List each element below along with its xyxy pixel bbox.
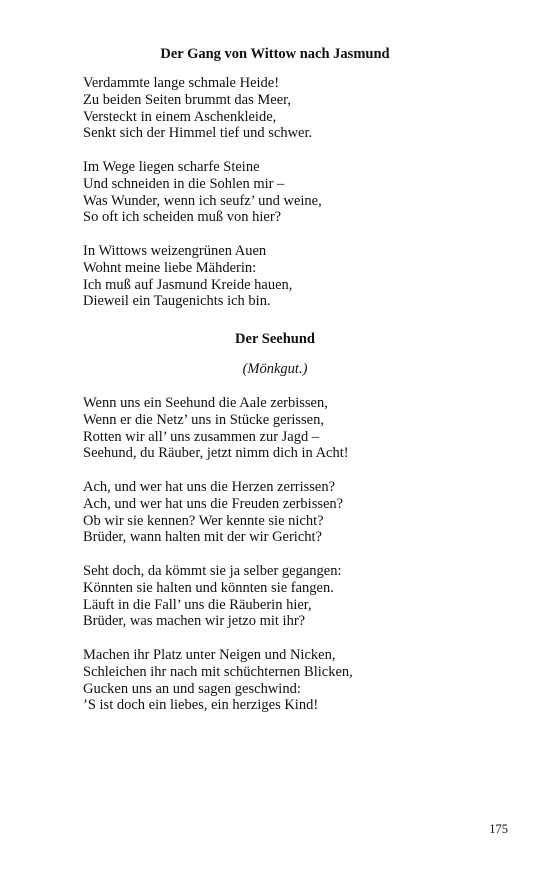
verse-line: Im Wege liegen scharfe Steine (83, 159, 260, 175)
stanza (83, 395, 523, 462)
verse-line: Machen ihr Platz unter Neigen und Nicken, (83, 647, 336, 663)
verse-line: Wenn uns ein Seehund die Aale zerbissen, (83, 395, 328, 411)
page-number: 175 (489, 822, 508, 836)
verse-line: Und schneiden in die Sohlen mir – (83, 175, 285, 192)
verse-line: Rotten wir all’ uns zusammen zur Jagd – (83, 428, 320, 445)
poem-subtitle: (Mönkgut.) (242, 361, 308, 377)
verse-line: Schleichen ihr nach mit schüchternen Blicken, (83, 663, 353, 680)
verse-line: Brüder, wann halten mit der wir Gericht? (83, 529, 322, 546)
verse-line: Zu beiden Seiten brummt das Meer, (83, 91, 292, 108)
verse-line: Könnten sie halten und könnten sie fangen. (83, 579, 334, 596)
verse-line: Seht doch, da kömmt sie ja selber gegangen: (83, 563, 342, 579)
stanza (83, 159, 523, 226)
poem-title: Der Gang von Wittow nach Jasmund (160, 46, 390, 62)
verse-line: Verdammte lange schmale Heide! (83, 75, 280, 91)
verse-line: Was Wunder, wenn ich seufz’ und weine, (83, 192, 322, 209)
verse-line: Brüder, was machen wir jetzo mit ihr? (83, 613, 306, 630)
verse-line: Gucken uns an und sagen geschwind: (83, 680, 301, 697)
stanza (83, 243, 523, 310)
verse-line: Wohnt meine liebe Mähderin: (83, 259, 257, 276)
verse-line: So oft ich scheiden muß von hier? (83, 209, 282, 226)
verse-line: ’S ist doch ein liebes, ein herziges Kind! (83, 697, 319, 714)
verse-line: Ob wir sie kennen? Wer kennte sie nicht? (83, 512, 324, 529)
verse-line: In Wittows weizengrünen Auen (83, 243, 267, 259)
verse-line: Wenn er die Netz’ uns in Stücke gerissen, (83, 411, 324, 428)
stanza (83, 563, 523, 630)
verse-line: Ach, und wer hat uns die Herzen zerrissen? (83, 479, 336, 495)
poem-title: Der Seehund (235, 331, 315, 347)
verse-line: Ich muß auf Jasmund Kreide hauen, (83, 276, 293, 293)
verse-line: Läuft in die Fall’ uns die Räuberin hier, (83, 596, 312, 613)
stanza (83, 647, 523, 714)
verse-line: Senkt sich der Himmel tief und schwer. (83, 125, 313, 142)
verse-line: Seehund, du Räuber, jetzt nimm dich in Acht! (83, 445, 349, 462)
verse-line: Dieweil ein Taugenichts ich bin. (83, 293, 271, 310)
verse-line: Ach, und wer hat uns die Freuden zerbissen? (83, 495, 344, 512)
verse-line: Versteckt in einem Aschenkleide, (83, 108, 277, 125)
stanza (83, 75, 523, 142)
stanza (83, 479, 523, 546)
